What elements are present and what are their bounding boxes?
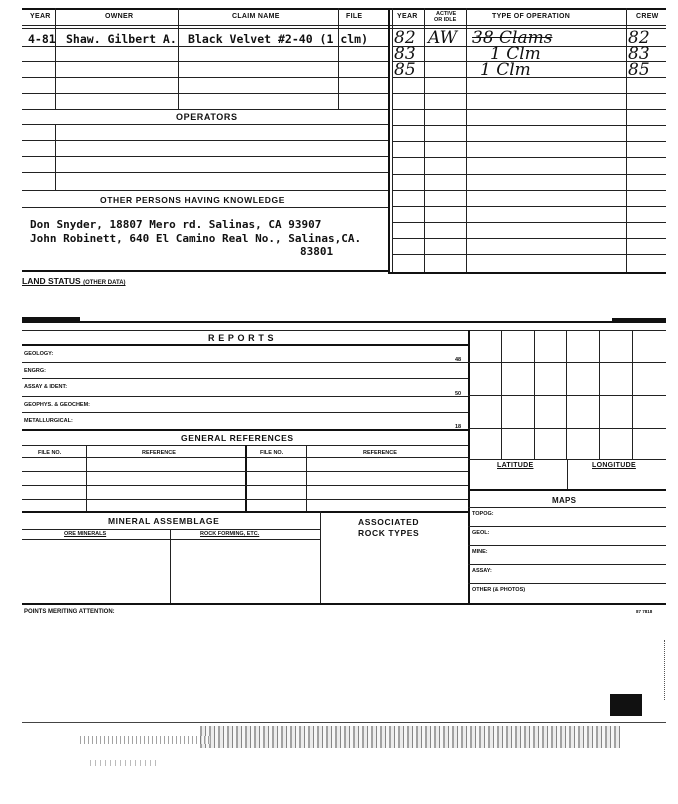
other-persons-label: OTHER PERSONS HAVING KNOWLEDGE [100, 195, 286, 205]
gref-reference-2: REFERENCE [363, 450, 397, 456]
report-metallurgical: METALLURGICAL: [24, 418, 73, 424]
op-active-1: AW [428, 28, 458, 48]
form-number: 87 7818 [636, 609, 653, 614]
op-year-3: 85 [394, 60, 416, 80]
reports-title: R E P O R T S [208, 333, 275, 343]
mineral-assemblage-title: MINERAL ASSEMBLAGE [108, 516, 220, 526]
col-crew: CREW [636, 13, 659, 20]
col-owner: OWNER [105, 13, 134, 20]
person-3: 83801 [300, 245, 334, 258]
col-type-of-operation: TYPE OF OPERATION [492, 13, 571, 20]
op-crew-3: 85 [628, 60, 650, 80]
report-mark-50: 50 [455, 391, 462, 397]
rock-forming-label: ROCK FORMING, ETC. [200, 531, 260, 537]
latitude-label: LATITUDE [497, 462, 534, 469]
op-crew-1: 82 [628, 28, 650, 48]
col-claim-name: CLAIM NAME [232, 13, 280, 20]
report-assay: ASSAY & IDENT: [24, 384, 68, 390]
points-meriting-attention: POINTS MERITING ATTENTION: [24, 609, 115, 615]
op-year-1: 82 [394, 28, 416, 48]
rock-types-label: ROCK TYPES [358, 528, 420, 538]
person-2: John Robinett, 640 El Camino Real No., Salinas,CA. [30, 232, 362, 245]
owner-year: 4-81 [28, 32, 56, 46]
report-geophys: GEOPHYS. & GEOCHEM: [24, 402, 91, 408]
land-status: LAND STATUS (OTHER DATA) [22, 276, 126, 286]
map-assay: ASSAY: [472, 568, 492, 574]
gref-reference-1: REFERENCE [142, 450, 176, 456]
map-topog: TOPOG: [472, 511, 494, 517]
op-type-1: 38 Clams [472, 28, 553, 48]
report-mark-18: 18 [455, 424, 462, 430]
general-references-title: GENERAL REFERENCES [181, 433, 294, 443]
report-mark-48: 48 [455, 357, 462, 363]
maps-label: MAPS [552, 496, 577, 505]
map-mine: MINE: [472, 549, 488, 555]
gref-file-no-1: FILE NO. [38, 450, 62, 456]
gref-file-no-2: FILE NO. [260, 450, 284, 456]
person-1: Don Snyder, 18807 Mero rd. Salinas, CA 93907 [30, 218, 322, 231]
op-year-2: 83 [394, 44, 416, 64]
longitude-label: LONGITUDE [592, 462, 636, 469]
op-crew-2: 83 [628, 44, 650, 64]
operators-label: OPERATORS [176, 112, 238, 122]
col-file: FILE [346, 13, 363, 20]
col-year2: YEAR [397, 13, 418, 20]
report-geology: GEOLOGY: [24, 351, 54, 357]
col-active: ACTIVE [436, 11, 457, 17]
col-year: YEAR [30, 13, 51, 20]
owner-name: Shaw. Gilbert A. [66, 32, 177, 46]
ore-minerals-label: ORE MINERALS [64, 531, 107, 537]
col-or-idle: OR IDLE [434, 17, 457, 23]
map-other: OTHER (& PHOTOS) [472, 587, 526, 593]
op-type-3: 1 Clm [480, 60, 531, 80]
claim-name: Black Velvet #2-40 (1 clm) [188, 32, 369, 46]
report-engrg: ENGRG: [24, 368, 46, 374]
map-geol: GEOL: [472, 530, 490, 536]
op-type-2: 1 Clm [490, 44, 541, 64]
associated-label: ASSOCIATED [358, 517, 420, 527]
